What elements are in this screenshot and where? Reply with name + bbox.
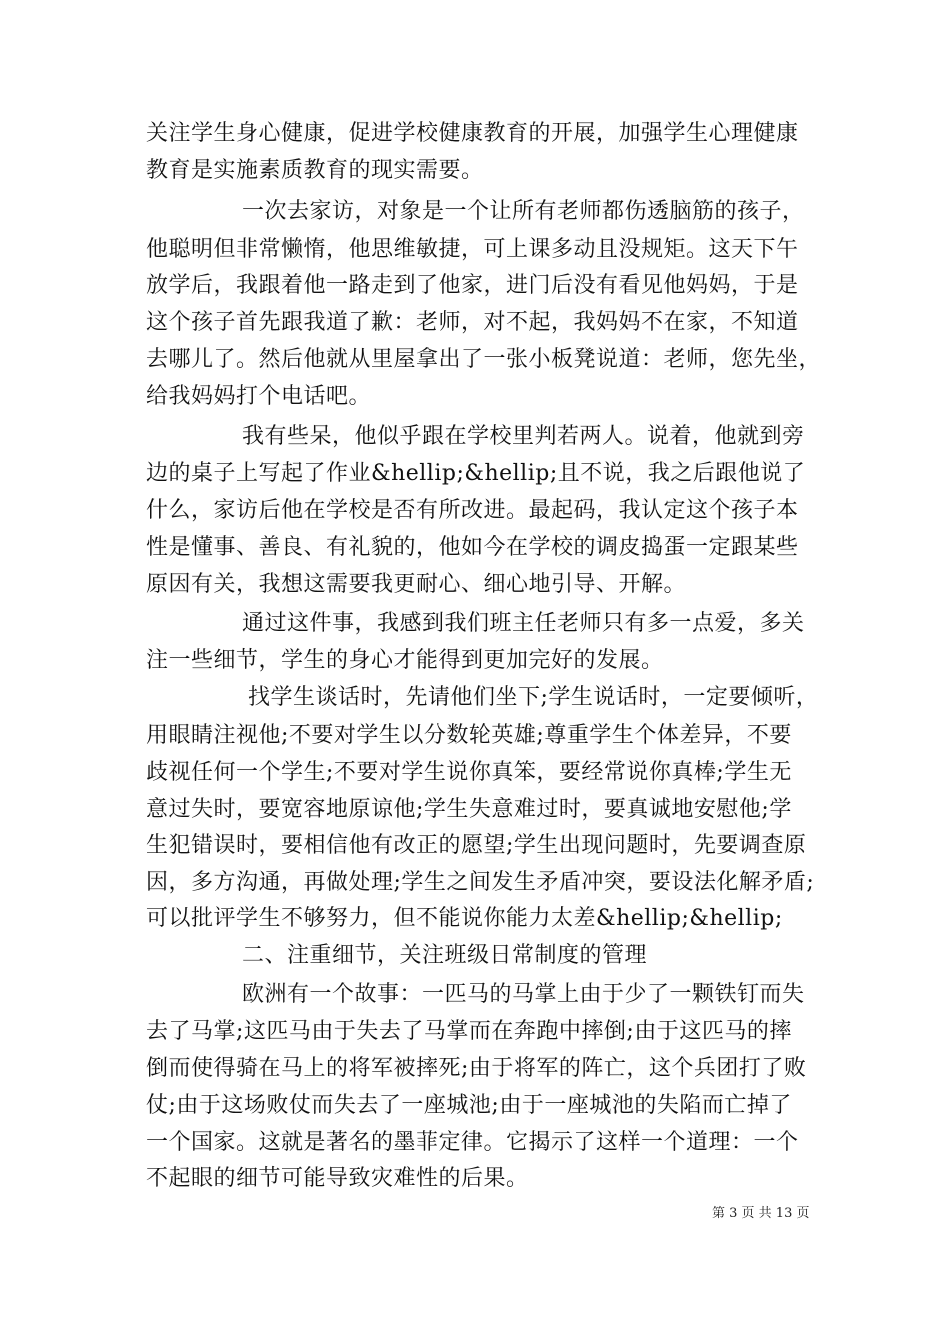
text-line: 一个国家。这就是著名的墨菲定律。它揭示了这样一个道理：一个 [146,1130,799,1155]
text-line: 用眼睛注视他;不要对学生以分数轮英雄;尊重学生个体差异，不要 [146,723,792,748]
section-heading: 二、注重细节，关注班级日常制度的管理 [242,943,648,968]
text-line: 教育是实施素质教育的现实需要。 [146,158,484,183]
text-line: 去哪儿了。然后他就从里屋拿出了一张小板凳说道：老师，您先坐， [146,347,822,372]
text-line: 生犯错误时，要相信他有改正的愿望;学生出现问题时，先要调查原 [146,833,807,858]
text-line: 一次去家访，对象是一个让所有老师都伤透脑筋的孩子， [242,199,805,224]
text-line: 去了马掌;这匹马由于失去了马掌而在奔跑中摔倒;由于这匹马的摔 [146,1019,792,1044]
text-line: 边的桌子上写起了作业&hellip;&hellip;且不说，我之后跟他说了 [146,461,806,486]
text-line: 放学后，我跟着他一路走到了他家，进门后没有看见他妈妈，于是 [146,273,799,298]
text-line: 原因有关，我想这需要我更耐心、细心地引导、开解。 [146,572,687,597]
text-line: 这个孩子首先跟我道了歉：老师，对不起，我妈妈不在家，不知道 [146,310,799,335]
text-line: 关注学生身心健康，促进学校健康教育的开展，加强学生心理健康 [146,121,799,146]
text-line: 通过这件事，我感到我们班主任老师只有多一点爱，多关 [242,611,805,636]
text-line: 我有些呆，他似乎跟在学校里判若两人。说着，他就到旁 [242,424,805,449]
text-line: 倒而使得骑在马上的将军被摔死;由于将军的阵亡，这个兵团打了败 [146,1056,807,1081]
text-line: 不起眼的细节可能导致灾难性的后果。 [146,1166,529,1191]
text-line: 因，多方沟通，再做处理;学生之间发生矛盾冲突，要设法化解矛盾; [146,870,815,895]
text-line: 性是懂事、善良、有礼貌的，他如今在学校的调皮捣蛋一定跟某些 [146,535,799,560]
text-line: 给我妈妈打个电话吧。 [146,384,372,409]
text-line: 仗;由于这场败仗而失去了一座城池;由于一座城池的失陷而亡掉了 [146,1093,792,1118]
text-line: 注一些细节，学生的身心才能得到更加完好的发展。 [146,648,664,673]
text-line: 欧洲有一个故事：一匹马的马掌上由于少了一颗铁钉而失 [242,982,805,1007]
text-line: 可以批评学生不够努力，但不能说你能力太差&hellip;&hellip; [146,906,783,931]
page-number: 第 3 页 共 13 页 [712,1206,810,1221]
text-line: 他聪明但非常懒惰，他思维敏捷，可上课多动且没规矩。这天下午 [146,237,799,262]
text-line: 什么，家访后他在学校是否有所改进。最起码，我认定这个孩子本 [146,498,799,523]
text-line: 歧视任何一个学生;不要对学生说你真笨，要经常说你真棒;学生无 [146,760,792,785]
text-line: 找学生谈话时，先请他们坐下;学生说话时，一定要倾听， [248,685,819,710]
text-line: 意过失时，要宽容地原谅他;学生失意难过时，要真诚地安慰他;学 [146,797,792,822]
